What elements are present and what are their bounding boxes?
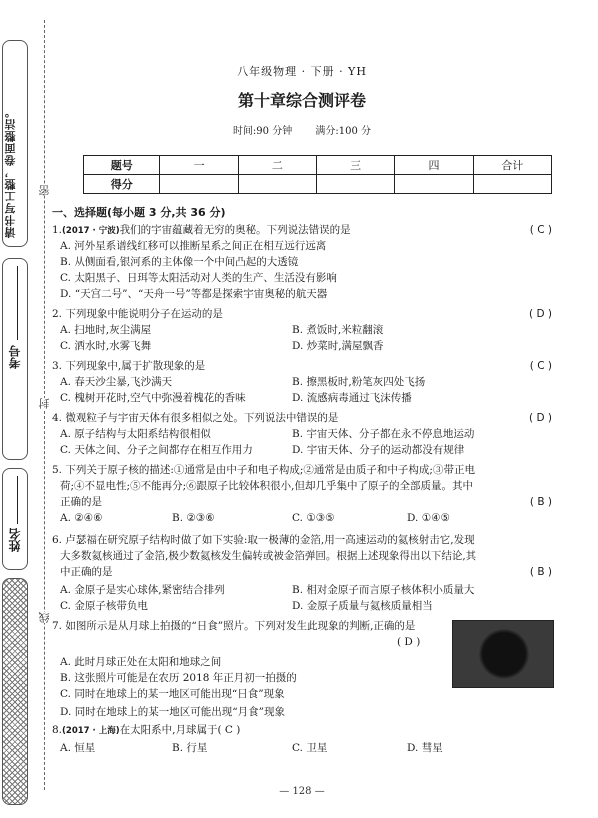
q6-line-3 — [60, 564, 552, 580]
q5-option-c: C. ①③⑤ — [292, 512, 335, 524]
exam-no-label: 考号 — [8, 345, 22, 369]
score-table-score-row — [84, 175, 552, 194]
q1-option-b: B. 从侧面看,银河系的主体像一个中间凸起的大透镜 — [60, 256, 299, 268]
q6-answer: ( B ) — [529, 566, 552, 578]
q6-option-c: C. 金原子核带负电 — [60, 600, 148, 612]
score-table-cell: 合计 — [473, 156, 551, 175]
score-blank[interactable] — [473, 175, 551, 194]
q3-option-b: B. 擦黑板时,粉笔灰四处飞扬 — [292, 376, 426, 388]
q5-option-d: D. ①④⑤ — [407, 512, 450, 524]
q7-answer: ( D ) — [397, 636, 421, 648]
solar-eclipse-photo — [452, 620, 554, 688]
q8-option-c: C. 卫星 — [292, 742, 328, 754]
q7-option-c: C. 同时在地球上的某一地区可能出现“日食”现象 — [60, 688, 285, 700]
q4-option-d: D. 宇宙天体、分子的运动都没有规律 — [292, 444, 465, 456]
page-number: — 128 — — [279, 786, 325, 797]
question-7-stem: 7. 如图所示是从月球上拍摄的“日食”照片。下列对发生此现象的判断,正确的是 — [52, 620, 416, 632]
q1-option-a: A. 河外星系谱线红移可以推断星系之间正在相互远行远离 — [60, 240, 327, 252]
q1-number: 1. — [52, 224, 63, 236]
score-blank[interactable] — [160, 175, 238, 194]
question-2 — [52, 306, 552, 322]
score-table-header-row — [84, 156, 552, 175]
q2-stem: 2. 下列现象中能说明分子在运动的是 — [52, 308, 223, 320]
q8-number: 8. — [52, 724, 63, 736]
score-table — [83, 155, 552, 194]
q1-answer: ( C ) — [529, 224, 552, 236]
time-and-score — [52, 122, 552, 137]
q3-stem: 3. 下列现象中,属于扩散现象的是 — [52, 360, 206, 372]
q8-option-a: A. 恒星 — [60, 742, 96, 754]
q1-option-d: D. “天宫二号”、“天舟一号”等都是探索宇宙奥秘的航天器 — [60, 288, 328, 300]
question-4 — [52, 410, 552, 426]
q8-source: (2017 · 上海) — [62, 726, 120, 736]
q3-answer: ( C ) — [529, 360, 552, 372]
q7-option-a: A. 此时月球正处在太阳和地球之间 — [60, 656, 222, 668]
q7-option-b: B. 这张照片可能是在农历 2018 年正月初一拍摄的 — [60, 672, 297, 684]
q7-option-d: D. 同时在地球上的某一地区可能出现“月食”现象 — [60, 706, 285, 718]
q5-line-1: 5. 下列关于原子核的描述:①通常是由中子和电子构成;②通常是由质子和中子构成;③带正电 — [52, 464, 475, 476]
score-table-cell: 一 — [160, 156, 238, 175]
name-blank — [17, 476, 18, 524]
score-blank[interactable] — [317, 175, 395, 194]
time-limit: 时间:90 分钟 — [232, 126, 293, 137]
score-table-cell: 得分 — [84, 175, 160, 194]
q5-option-a: A. ②④⑥ — [60, 512, 103, 524]
course-header: 八年级物理 · 下册 · YH — [237, 65, 367, 78]
seal-mi: 密 — [38, 185, 51, 196]
q4-stem: 4. 微观粒子与宇宙天体有很多相似之处。下列说法中错误的是 — [52, 412, 339, 424]
q8-option-b: B. 行星 — [172, 742, 208, 754]
score-table-cell: 题号 — [84, 156, 160, 175]
q8-option-d: D. 彗星 — [407, 742, 443, 754]
q2-option-b: B. 煮饭时,米粒翻滚 — [292, 324, 384, 336]
section-title: 一、选择题(每小题 3 分,共 36 分) — [52, 206, 226, 219]
full-score: 满分:100 分 — [315, 126, 372, 137]
page-title: 第十章综合测评卷 — [237, 91, 366, 110]
q5-line-2: 荷;④不显电性;⑤不能再分;⑥跟原子比较体积很小,但却几乎集中了原子的全部质量。其中 — [60, 480, 473, 492]
q1-source: (2017 · 宁波) — [62, 226, 120, 236]
q6-line-1: 6. 卢瑟福在研究原子结构时做了如下实验:取一极薄的金箔,用一高速运动的氦核射击它,发现 — [52, 534, 475, 546]
question-1 — [52, 222, 552, 239]
seal-xian: 线 — [38, 612, 51, 623]
q5-answer: ( B ) — [529, 496, 552, 508]
q4-answer: ( D ) — [529, 412, 552, 424]
q2-option-a: A. 扫地时,灰尘满屋 — [60, 324, 152, 336]
question-8 — [52, 722, 240, 739]
seal-feng: 封 — [38, 398, 51, 409]
q2-option-c: C. 洒水时,水雾飞舞 — [60, 340, 152, 352]
q8-stem: 在太阳系中,月球属于( C ) — [119, 724, 241, 736]
q6-option-a: A. 金原子是实心球体,紧密结合排列 — [60, 584, 225, 596]
score-table-cell: 四 — [395, 156, 473, 175]
q3-option-a: A. 春天沙尘暴,飞沙满天 — [60, 376, 173, 388]
q3-option-c: C. 槐树开花时,空气中弥漫着槐花的香味 — [60, 392, 246, 404]
binding-sidebar — [0, 0, 30, 818]
q2-answer: ( D ) — [529, 308, 552, 320]
q6-line-2: 大多数氦核通过了金箔,极少数氦核发生偏转或被金箔弹回。根据上述现象得出以下结论,其 — [60, 550, 477, 562]
score-table-cell: 三 — [317, 156, 395, 175]
q6-option-b: B. 相对金原子而言原子核体积小质量大 — [292, 584, 475, 596]
hatch-pattern — [2, 578, 28, 805]
name-label: 姓名 — [8, 528, 22, 552]
name-box — [2, 468, 28, 570]
exam-no-blank — [17, 266, 18, 340]
neatness-note: 请书写工整，卷面整洁。 — [4, 106, 17, 238]
q3-option-d: D. 流感病毒通过飞沫传播 — [292, 392, 412, 404]
score-table-cell: 二 — [238, 156, 316, 175]
q2-option-d: D. 炒菜时,满屋飘香 — [292, 340, 384, 352]
q5-stem-end: 正确的是 — [60, 496, 102, 508]
q5-option-b: B. ②③⑥ — [172, 512, 215, 524]
question-3 — [52, 358, 552, 374]
score-blank[interactable] — [238, 175, 316, 194]
q4-option-a: A. 原子结构与太阳系结构很相似 — [60, 428, 211, 440]
q1-option-c: C. 太阳黑子、日珥等太阳活动对人类的生产、生活没有影响 — [60, 272, 337, 284]
q5-line-3 — [60, 494, 552, 510]
q1-stem: 我们的宇宙蕴藏着无穷的奥秘。下列说法错误的是 — [119, 224, 351, 236]
q4-option-b: B. 宇宙天体、分子都在永不停息地运动 — [292, 428, 475, 440]
score-blank[interactable] — [395, 175, 473, 194]
q6-option-d: D. 金原子质量与氦核质量相当 — [292, 600, 433, 612]
eclipse-disc — [479, 629, 529, 679]
q4-option-c: C. 天体之间、分子之间都存在相互作用力 — [60, 444, 253, 456]
q6-stem-end: 中正确的是 — [60, 566, 113, 578]
